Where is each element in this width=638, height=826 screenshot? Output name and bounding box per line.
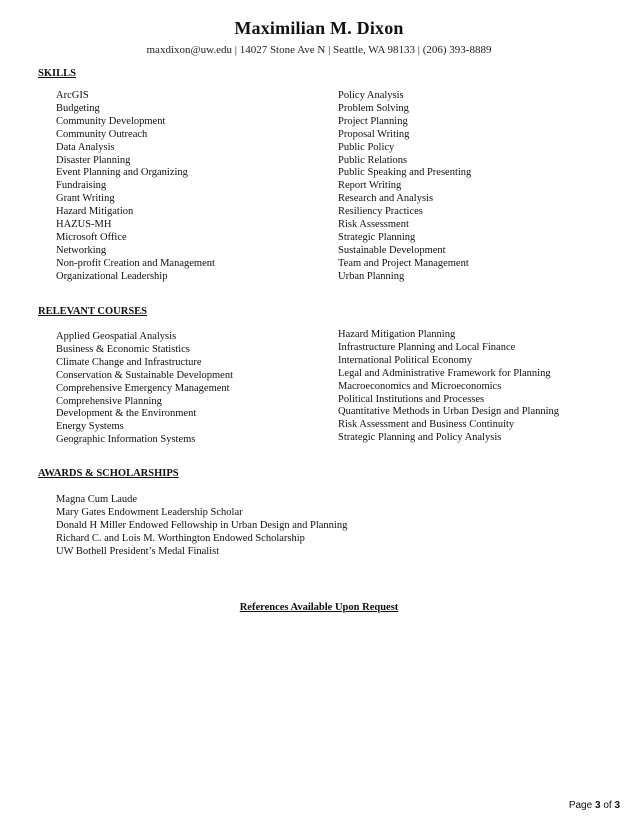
course-item: Comprehensive Emergency Management [56, 382, 230, 394]
course-item: Strategic Planning and Policy Analysis [338, 432, 502, 444]
page-current: 3 [594, 800, 601, 811]
skill-item: ArcGIS [56, 90, 89, 101]
skill-item: HAZUS-MH [56, 219, 112, 231]
skill-item: Data Analysis [56, 141, 115, 153]
skill-item: Urban Planning [338, 270, 405, 282]
course-item: Political Institutions and Processes [338, 393, 485, 405]
skill-item: Non-profit Creation and Management [56, 257, 215, 269]
skill-item: Grant Writing [56, 193, 115, 205]
skill-item: Resiliency Practices [338, 206, 423, 218]
page-of: of [603, 800, 612, 811]
resume-name: Maximilian M. Dixon [234, 18, 404, 38]
skill-item: Networking [56, 244, 107, 256]
skill-item: Organizational Leadership [56, 270, 168, 282]
skill-item: Hazard Mitigation [56, 206, 134, 218]
award-item: UW Bothell President’s Medal Finalist [56, 545, 220, 557]
course-item: Climate Change and Infrastructure [56, 356, 202, 368]
skill-item: Public Speaking and Presenting [338, 167, 472, 179]
skill-item: Research and Analysis [338, 193, 434, 205]
references-note: References Available Upon Request [239, 602, 399, 613]
courses-list-left [56, 331, 233, 447]
skill-item: Policy Analysis [338, 90, 404, 101]
course-item: Legal and Administrative Framework for Planning [338, 367, 551, 379]
skill-item: Event Planning and Organizing [56, 167, 188, 179]
awards-heading: AWARDS & SCHOLARSHIPS [38, 468, 179, 479]
page-total: 3 [614, 800, 620, 811]
course-item: Comprehensive Planning [56, 395, 162, 407]
page-number [569, 800, 620, 811]
skill-item: Problem Solving [338, 102, 409, 114]
page-prefix: Page [568, 800, 593, 811]
skill-item: Project Planning [338, 115, 408, 127]
course-item: Business & Economic Statistics [56, 343, 190, 355]
course-item: Hazard Mitigation Planning [338, 329, 456, 340]
skill-item: Report Writing [338, 180, 402, 192]
skill-item: Strategic Planning [338, 231, 416, 243]
course-item: Infrastructure Planning and Local Finance [338, 341, 516, 353]
award-item: Richard C. and Lois M. Worthington Endowed Scholarship [56, 532, 305, 544]
course-item: Risk Assessment and Business Continuity [338, 419, 515, 431]
skill-item: Public Relations [338, 154, 408, 166]
contact-line: maxdixon@uw.edu | 14027 Stone Ave N | Seattle, WA 98133 | (206) 393-8889 [146, 44, 492, 56]
skill-item: Proposal Writing [338, 128, 410, 140]
course-item: Energy Systems [56, 421, 124, 433]
skill-item: Public Policy [338, 141, 395, 153]
course-item: Geographic Information Systems [56, 434, 196, 446]
award-item: Magna Cum Laude [56, 494, 138, 505]
course-item: Conservation & Sustainable Development [56, 369, 234, 381]
skill-item: Team and Project Management [338, 257, 469, 269]
skill-item: Community Development [56, 115, 166, 127]
skills-list-right [338, 90, 471, 284]
awards-list [56, 494, 347, 559]
courses-heading: RELEVANT COURSES [38, 306, 148, 317]
skill-item: Microsoft Office [56, 231, 127, 243]
award-item: Donald H Miller Endowed Fellowship in Urban Design and Planning [56, 519, 348, 531]
course-item: Macroeconomics and Microeconomics [338, 380, 502, 392]
course-item: Quantitative Methods in Urban Design and Planning [338, 406, 560, 418]
skills-heading: SKILLS [38, 68, 76, 79]
courses-list-right [338, 329, 559, 445]
course-item: Applied Geospatial Analysis [56, 331, 177, 342]
skill-item: Disaster Planning [56, 154, 131, 166]
award-item: Mary Gates Endowment Leadership Scholar [56, 506, 243, 518]
skill-item: Community Outreach [56, 128, 148, 140]
course-item: Development & the Environment [56, 408, 197, 420]
skills-list-left [56, 90, 215, 284]
skill-item: Budgeting [56, 102, 100, 114]
skill-item: Sustainable Development [338, 244, 446, 256]
course-item: International Political Economy [338, 354, 473, 366]
skill-item: Fundraising [56, 180, 107, 192]
skill-item: Risk Assessment [338, 219, 409, 231]
